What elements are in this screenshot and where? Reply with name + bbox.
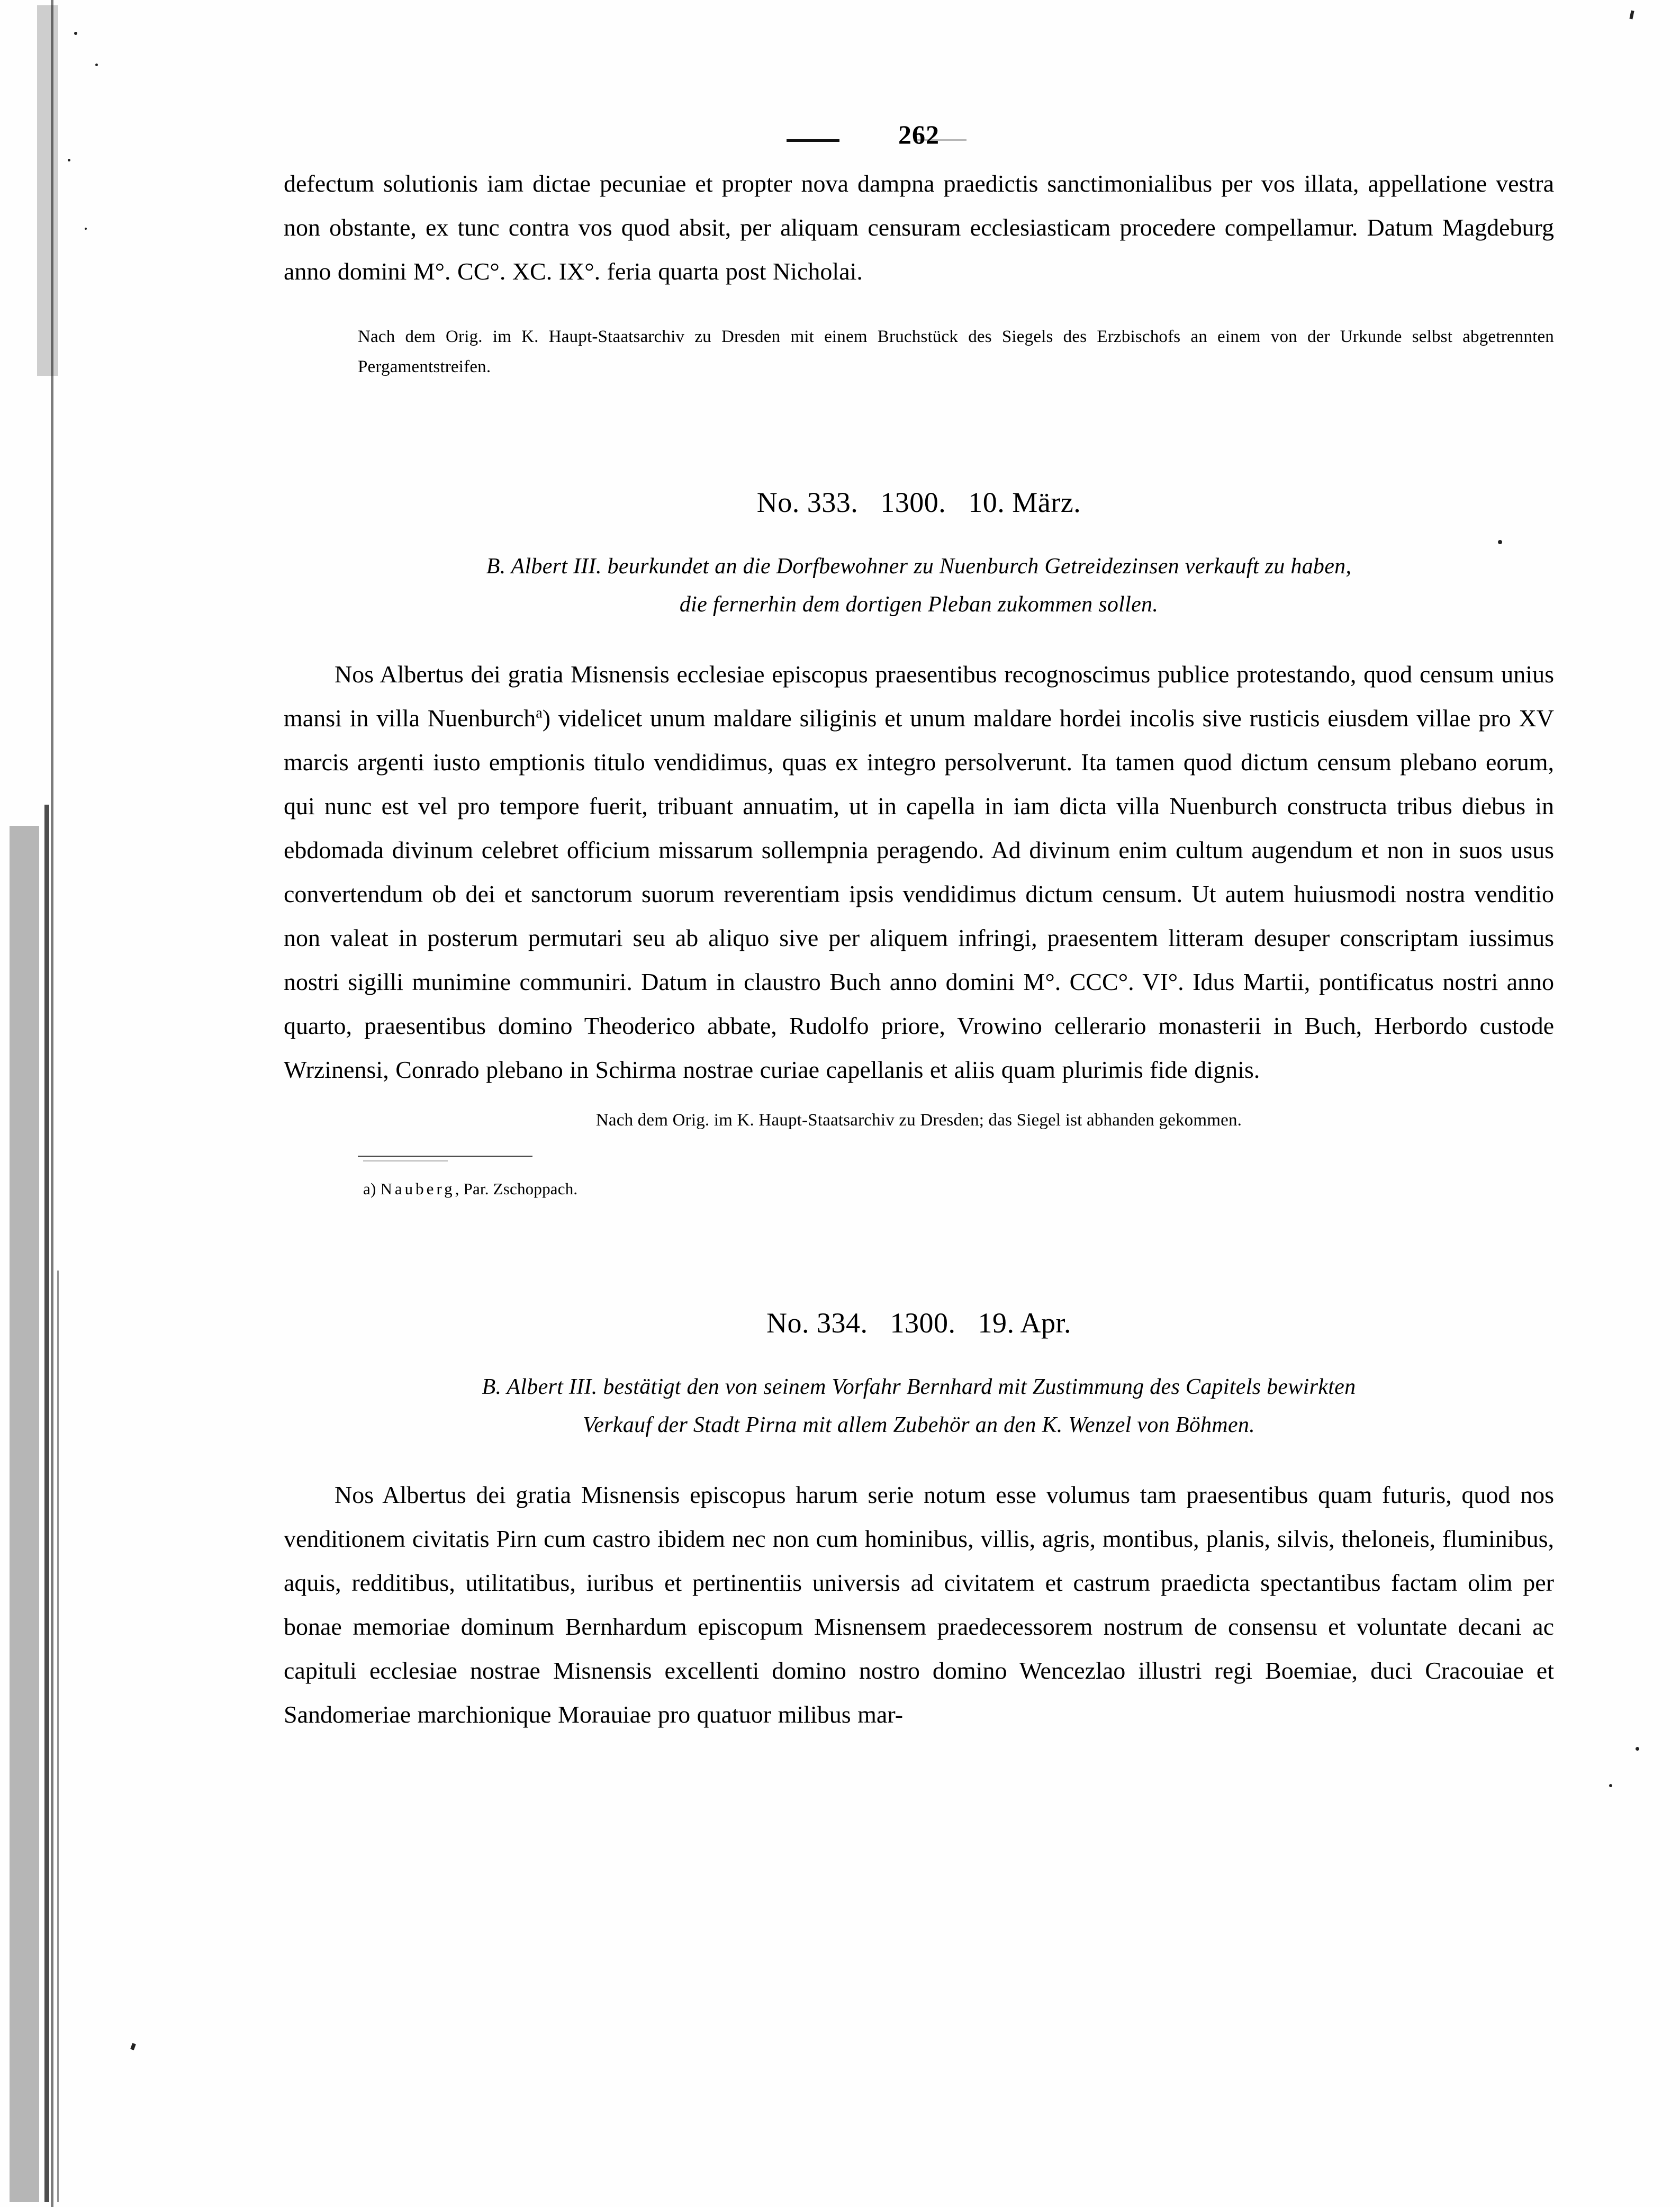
entry-heading-334: No. 334. 1300. 19. Apr.	[766, 1307, 1072, 1339]
continued-entry-body: defectum solutionis iam dictae pecuniae et propter nova dampna praedictis sanctimonialibus per vos illata, appellatione vestra non obstante, ex tunc contra vos quod absit, per aliquam censuram ecclesiasticam procedere compellamur. Datum Magdeburg anno domini M°. CC°. XC. IX°. feria quarta post Nicholai.	[284, 170, 1554, 285]
gutter-streak	[57, 1271, 59, 2202]
entry-body-333	[284, 652, 1554, 1092]
gutter-streak	[37, 5, 58, 376]
regest-line-2: Verkauf der Stadt Pirna mit allem Zubehör an den K. Wenzel von Böhmen.	[583, 1413, 1255, 1437]
entry-body-333-part2: ) videlicet unum maldare siliginis et unum maldare hordei incolis sive rusticis eiusdem villae pro XV marcis argenti iusto emptionis titulo vendidimus, quas ex integro persolverunt. Ita tamen quod dictum censum plebano eorum, qui nunc est vel pro tempore fuerit, tribuant annuatim, ut in capella in iam dicta villa Nuenburch constructa tribus diebus in ebdomada divinum celebret officium missarum sollempnia peragendo. Ad divinum enim cultum augendum et non in suos usus convertendum ob dei et sanctorum suorum reverentiam ipsis vendidimus dictum censum. Ut autem huiusmodi nostra venditio non valeat in posterum permutari seu ab aliquo sive per aliquem infringi, praesentem litteram desuper conscriptam iussimus nostri sigilli munimine communiri. Datum in claustro Buch anno domini M°. CCC°. VI°. Idus Martii, pontificatus nostri anno quarto, praesentibus domino Theoderico abbate, Rudolfo priore, Vrowino cellerario monasterii in Buch, Herbordo custode Wrzinensi, Conrado plebano in Schirma nostrae curiae capellanis et aliis quam plurimis fide dignis.	[284, 705, 1555, 1083]
scan-speck	[130, 2043, 136, 2050]
regest-line-1: B. Albert III. beurkundet an die Dorfbewohner zu Nuenburch Getreidezinsen verkauft zu haben,	[486, 554, 1352, 579]
entry-source-note-333: Nach dem Orig. im K. Haupt-Staatsarchiv zu Dresden; das Siegel ist abhanden gekommen.	[595, 1111, 1242, 1130]
gutter-streak	[10, 826, 39, 2202]
entry-footnote-333	[363, 1175, 1554, 1203]
gutter-streak	[44, 805, 49, 2202]
scan-speck	[1629, 11, 1634, 20]
continued-entry-source-note: Nach dem Orig. im K. Haupt-Staatsarchiv zu Dresden mit einem Bruchstück des Siegels des Erzbischofs an einem von der Urkunde selbst abgetrennten Pergamentstreifen.	[358, 327, 1554, 376]
regest-line-1: B. Albert III. bestätigt den von seinem Vorfahr Bernhard mit Zustimmung des Capitels bewirkten	[482, 1375, 1356, 1399]
footnote-rest: , Par. Zschoppach.	[455, 1179, 578, 1198]
footnote-label: a)	[363, 1179, 376, 1198]
footnote-separator-dots	[363, 1160, 448, 1161]
entry-regest-334	[284, 1368, 1554, 1444]
regest-line-2: die fernerhin dem dortigen Pleban zukommen sollen.	[679, 592, 1159, 617]
scan-speck	[74, 32, 77, 35]
scan-speck	[95, 64, 98, 66]
scan-gutter-artifacts	[0, 0, 79, 2207]
footnote-place-name: Nauberg	[380, 1179, 455, 1198]
page-number: 262	[898, 120, 940, 149]
footnote-separator-rule	[358, 1156, 532, 1157]
scan-speck	[1636, 1747, 1639, 1751]
entry-regest-333	[284, 547, 1554, 624]
scan-speck	[1609, 1784, 1612, 1787]
footnote-marker-a: a	[536, 705, 543, 722]
scan-speck	[68, 159, 70, 161]
scan-speck	[85, 228, 87, 230]
running-head	[284, 98, 1554, 161]
text-block	[284, 0, 1554, 1736]
entry-body-333-part1: Nos Albertus dei gratia Misnensis ecclesiae episcopus praesentibus recognoscimus publice protestando, quod censum unius mansi in villa Nuenburch	[284, 661, 1554, 732]
entry-heading-333: No. 333. 1300. 10. März.	[756, 487, 1081, 518]
entry-body-334: Nos Albertus dei gratia Misnensis episcopus harum serie notum esse volumus tam praesentibus quam futuris, quod nos venditionem civitatis Pirn cum castro ibidem nec non cum hominibus, villis, agris, montibus, planis, silvis, theloneis, fluminibus, aquis, redditibus, utilitatibus, iuribus et pertinentiis universis ad civitatem et castrum praedicta spectantibus factam olim per bonae memoriae dominum Bernhardum episcopum Misnensem praedecessorem nostrum de consensu et voluntate decani ac capituli ecclesiae nostrae Misnensis excellenti domino nostro domino Wencezlao illustri regi Boemiae, duci Cracouiae et Sandomeriae marchionique Morauiae pro quatuor milibus mar-	[284, 1481, 1554, 1728]
gutter-streak	[51, 0, 53, 2207]
